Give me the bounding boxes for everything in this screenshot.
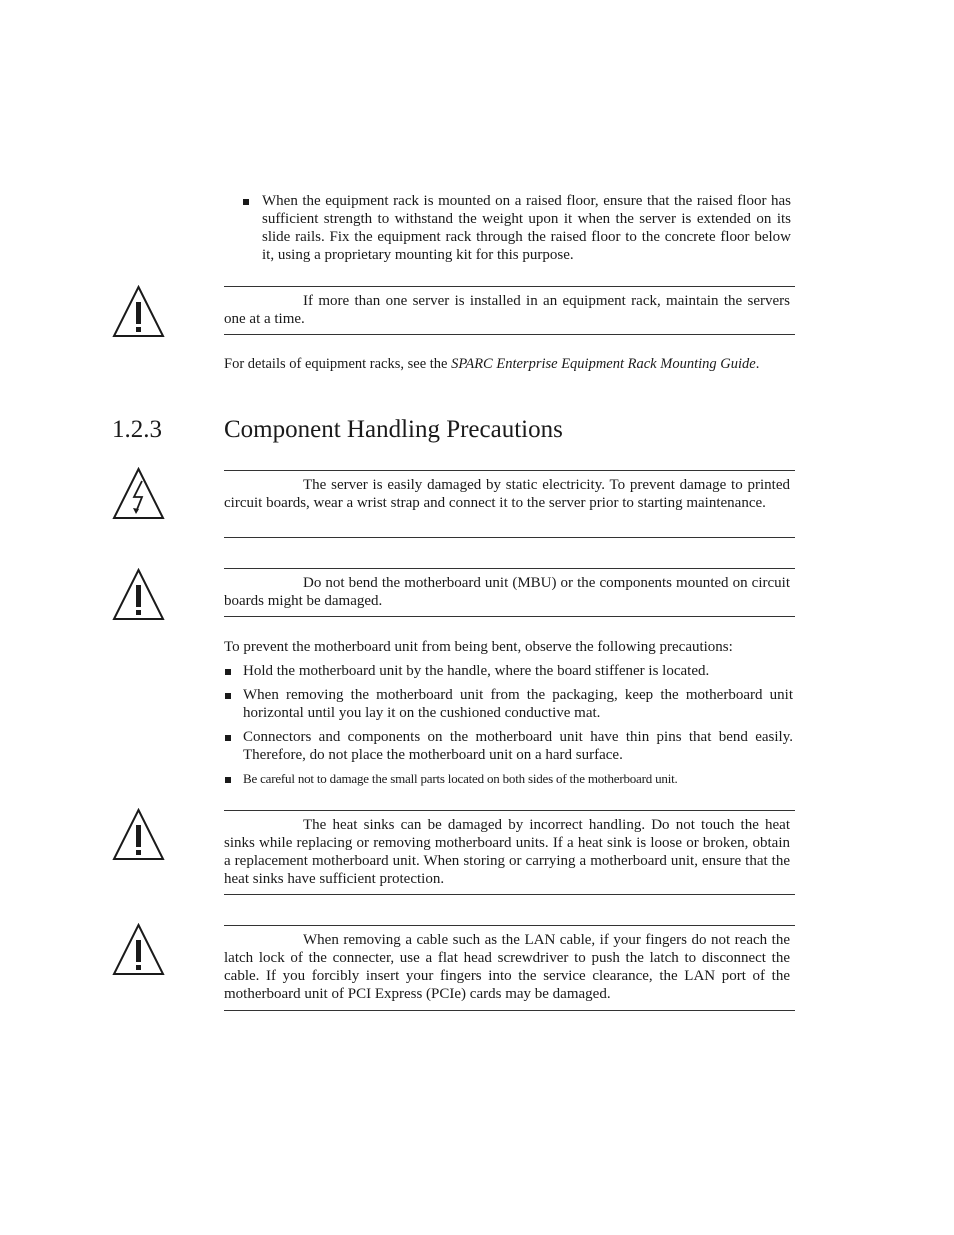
caution-top-rule: [224, 286, 795, 287]
caution-top-rule: [224, 470, 795, 471]
caution-top-rule: [224, 568, 795, 569]
caution-triangle-icon: [112, 808, 165, 861]
caution-triangle-icon: [112, 568, 165, 621]
list-marker: [225, 693, 231, 699]
caution-text: [224, 292, 790, 328]
caution-top-rule: [224, 925, 795, 926]
caution-text: [224, 574, 790, 610]
caution-multiple-servers-text: If more than one server is installed in an equipment rack, maintain the servers one at a time.: [224, 293, 790, 327]
rack-guide-title: SPARC Enterprise Equipment Rack Mounting Guide: [451, 356, 756, 372]
precaution-item: Hold the motherboard unit by the handle, where the board stiffener is located.: [243, 663, 710, 679]
rack-details-paragraph: For details of equipment racks, see the SPARC Enterprise Equipment Rack Mounting Guide.: [224, 356, 760, 372]
raised-floor-bullet: When the equipment rack is mounted on a raised floor, ensure that the raised floor has sufficient strength to withstand the weight upon it when the server is extended on its slide rails. Fix the equipment rack through the raised floor to the concrete floor below it, using a proprietary mounting kit for this purpose.: [262, 193, 791, 263]
caution-top-rule: [224, 810, 795, 811]
section-title: Component Handling Precautions: [224, 416, 563, 443]
caution-bend-text: Do not bend the motherboard unit (MBU) or the components mounted on circuit boards might be damaged.: [224, 575, 790, 609]
caution-bottom-rule: [224, 334, 795, 335]
caution-heatsink-text: The heat sinks can be damaged by incorrect handling. Do not touch the heat sinks while replacing or removing motherboard units. If a heat sink is loose or broken, obtain a replacement motherboard unit. When storing or carrying a motherboard unit, ensure that the heat sinks have sufficient protection.: [224, 817, 790, 887]
caution-bottom-rule: [224, 894, 795, 895]
caution-triangle-icon: [112, 285, 165, 338]
list-marker: [225, 735, 231, 741]
caution-text: [224, 931, 790, 1003]
caution-text: [224, 816, 790, 888]
caution-triangle-icon: [112, 923, 165, 976]
precaution-item: Be careful not to damage the small parts located on both sides of the motherboard unit.: [243, 771, 678, 786]
section-number: 1.2.3: [112, 416, 162, 443]
caution-bottom-rule: [224, 616, 795, 617]
caution-bottom-rule: [224, 1010, 795, 1011]
bullet-marker: [243, 199, 249, 205]
precautions-intro: To prevent the motherboard unit from being bent, observe the following precautions:: [224, 639, 733, 655]
list-marker: [225, 669, 231, 675]
caution-text: [224, 476, 790, 512]
list-marker: [225, 777, 231, 783]
precaution-item: Connectors and components on the motherboard unit have thin pins that bend easily. Therefore, do not place the motherboard unit on a hard surface.: [243, 729, 793, 763]
caution-bottom-rule: [224, 537, 795, 538]
electrostatic-lightning-icon: [112, 467, 165, 520]
caution-static-text: The server is easily damaged by static electricity. To prevent damage to printed circuit boards, wear a wrist strap and connect it to the server prior to starting maintenance.: [224, 477, 790, 511]
precaution-item: When removing the motherboard unit from the packaging, keep the motherboard unit horizontal until you lay it on the cushioned conductive mat.: [243, 687, 793, 721]
caution-lan-cable-text: When removing a cable such as the LAN cable, if your fingers do not reach the latch lock of the connecter, use a flat head screwdriver to push the latch to disconnect the cable. If you forcibly insert your fingers into the service clearance, the LAN port of the motherboard unit of PCI Express (PCIe) cards may be damaged.: [224, 932, 790, 1002]
